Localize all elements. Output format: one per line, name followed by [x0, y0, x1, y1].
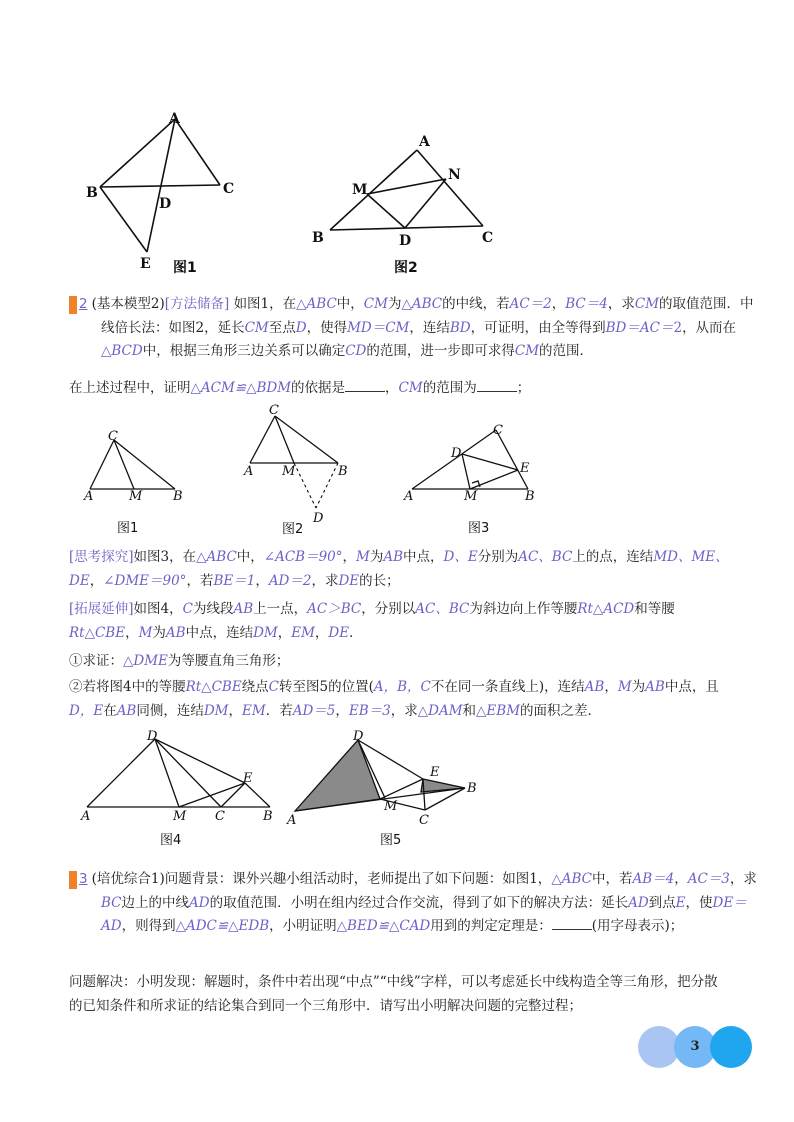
extend-question-2: ②若将图4中的等腰Rt△CBE绕点C转至图5的位置(A，B，C不在同一条直线上)，连结AB，M为AB中点，且D，E在AB同侧，连结DM，EM．若AD＝5，EB＝3，求△DAM和△EBM的面积之差． — [69, 679, 719, 719]
caption-fig5: 图5 — [380, 833, 402, 848]
svg-text:D: D — [451, 446, 462, 461]
figure-bot-5 — [285, 728, 490, 852]
example3-paragraph: 例 3 (培优综合1)问题背景：课外兴趣小组活动时，老师提出了如下问题：如图1，△ABC中，若AB＝4，AC＝3，求BC边上的中线AD的取值范围．小明在组内经过合作交流，得到了如下的解决方法：延长AD到点E，使DE＝AD，则得到△ADC≌△EDB，小明证明△BED≌△CAD用到的判定定理是： (用字母表示)； — [41, 871, 757, 934]
caption-fig1: 图1 — [117, 521, 139, 536]
page-circle-right — [710, 1026, 752, 1068]
example-number: 2 — [79, 296, 88, 312]
svg-text:B: B — [263, 809, 273, 824]
svg-text:B: B — [467, 781, 477, 796]
figure-bot-4 — [75, 728, 285, 852]
example-number: 3 — [79, 871, 88, 887]
svg-text:D: D — [353, 729, 364, 744]
svg-text:C: C — [215, 809, 225, 824]
svg-text:M: M — [282, 464, 296, 479]
svg-text:M: M — [173, 809, 187, 824]
svg-text:E: E — [520, 461, 530, 476]
caption-fig2: 图2 — [282, 522, 304, 537]
example3-solution: 问题解决：小明发现：解题时，条件中若出现“中点”“中线”字样，可以考虑延长中线构造全等三角形，把分散的已知条件和所求证的结论集合到同一个三角形中．请写出小明解决问题的完整过程； — [69, 974, 718, 1014]
svg-text:C: C — [493, 423, 503, 438]
label-b: B — [312, 230, 324, 246]
think-paragraph: [思考探究]如图3，在△ABC中，∠ACB＝90°，M为AB中点，D、E分别为AC、BC上的点，连结MD、ME、DE，∠DME＝90°，若BE＝1，AD＝2，求DE的长； — [69, 549, 729, 589]
svg-text:D: D — [147, 729, 158, 744]
label-c: C — [482, 230, 494, 246]
caption-fig3: 图3 — [468, 521, 490, 536]
extend-paragraph: [拓展延伸]如图4，C为线段AB上一点，AC＞BC，分别以AC、BC为斜边向上作等腰Rt△ACD和等腰Rt△CBE，M为AB中点，连结DM，EM，DE． — [69, 601, 675, 641]
label-d: D — [399, 233, 412, 249]
svg-text:B: B — [338, 464, 348, 479]
svg-text:A: A — [404, 489, 414, 504]
svg-text:M: M — [384, 799, 398, 814]
svg-text:A: A — [244, 464, 254, 479]
label-m: M — [352, 182, 368, 198]
svg-text:C: C — [419, 813, 429, 828]
example-tag: 例 — [69, 296, 77, 314]
svg-text:A: A — [287, 813, 297, 828]
figure-mid-2 — [240, 400, 360, 542]
label-a: A — [169, 111, 180, 127]
label-e: E — [140, 256, 151, 272]
page-number-badge — [638, 1026, 753, 1068]
svg-text:E: E — [430, 765, 440, 780]
caption-fig4: 图4 — [160, 833, 182, 848]
svg-text:M: M — [129, 489, 143, 504]
label-n: N — [448, 167, 461, 183]
svg-text:B: B — [525, 489, 535, 504]
svg-text:E: E — [243, 771, 253, 786]
svg-text:D: D — [313, 511, 324, 526]
caption-fig2: 图2 — [394, 260, 418, 276]
figure-top-2 — [305, 128, 505, 278]
caption-fig1: 图1 — [173, 260, 197, 276]
figure-top-1 — [80, 105, 250, 280]
svg-text:A: A — [84, 489, 94, 504]
svg-text:B: B — [173, 489, 183, 504]
label-d: D — [159, 196, 172, 212]
example2-paragraph: 例 2 (基本模型2)[方法储备] 如图1，在△ABC中，CM为△ABC的中线，若AC＝2，BC＝4，求CM的取值范围．中线倍长法：如图2，延长CM至点D，使得MD＝CM，连结BD，可证明，由全等得到BD＝AC＝2，从而在△BCD中，根据三角形三边关系可以确定CD的范围，进一步即可求得CM的范围． — [41, 296, 754, 359]
example2-question: 在上述过程中，证明△ACM≌△BDM的依据是 ，CM的范围为 ； — [69, 377, 729, 401]
label-b: B — [86, 185, 98, 201]
svg-text:C: C — [108, 429, 118, 444]
page-number: 3 — [690, 1039, 700, 1054]
answer-blank[interactable] — [552, 915, 592, 930]
label-c: C — [223, 181, 235, 197]
label-a: A — [419, 134, 430, 150]
svg-text:C: C — [269, 403, 279, 418]
answer-blank[interactable] — [345, 377, 385, 392]
example-tag: 例 — [69, 871, 77, 889]
svg-text:A: A — [81, 809, 91, 824]
answer-blank[interactable] — [477, 377, 517, 392]
extend-question-1: ①求证：△DME为等腰直角三角形； — [69, 653, 290, 669]
svg-text:M: M — [464, 489, 478, 504]
figure-mid-3 — [400, 418, 550, 542]
figure-mid-1 — [80, 422, 200, 542]
